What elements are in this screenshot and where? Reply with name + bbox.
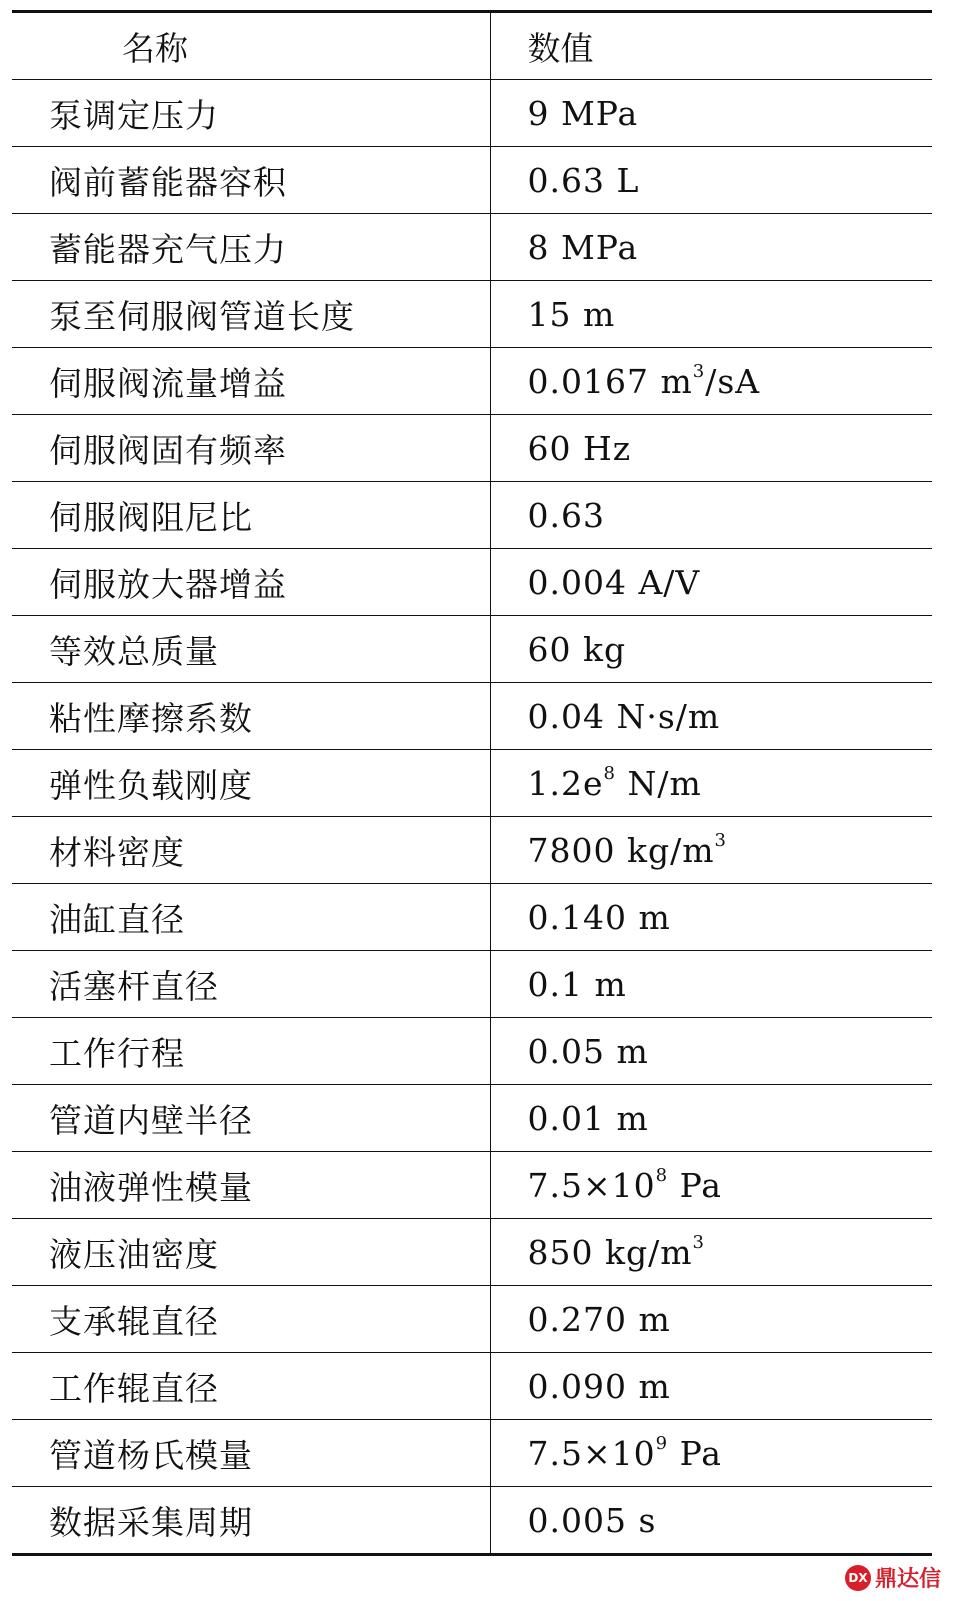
table-row	[12, 1420, 932, 1487]
table-row	[12, 817, 932, 884]
param-name: 工作行程	[49, 1033, 185, 1073]
table-row	[12, 1152, 932, 1219]
value-tail: /sA	[705, 361, 761, 401]
table-row	[12, 549, 932, 616]
param-name: 管道杨氏模量	[49, 1435, 253, 1475]
table-row	[12, 415, 932, 482]
param-value	[490, 817, 932, 884]
param-value: 8 MPa	[490, 214, 932, 281]
param-name: 粘性摩擦系数	[49, 698, 253, 738]
table-row	[12, 1085, 932, 1152]
table-row	[12, 1286, 932, 1353]
value-main: 1.2e	[527, 763, 604, 803]
header-value: 数值	[490, 12, 932, 80]
value-superscript: 8	[603, 762, 616, 784]
table-row	[12, 683, 932, 750]
watermark	[845, 1562, 941, 1593]
param-value: 0.01 m	[490, 1085, 932, 1152]
table-row	[12, 482, 932, 549]
param-value	[490, 750, 932, 817]
table-row	[12, 884, 932, 951]
param-value	[490, 1152, 932, 1219]
table-row	[12, 750, 932, 817]
param-name: 泵至伺服阀管道长度	[49, 296, 355, 336]
param-value: 15 m	[490, 281, 932, 348]
table-row	[12, 1353, 932, 1420]
param-value: 0.004 A/V	[490, 549, 932, 616]
param-name: 等效总质量	[49, 631, 219, 671]
param-value: 0.005 s	[490, 1487, 932, 1555]
table-row	[12, 1219, 932, 1286]
param-value: 0.04 N·s/m	[490, 683, 932, 750]
value-tail: Pa	[668, 1165, 722, 1205]
param-value: 0.63	[490, 482, 932, 549]
param-value: 0.1 m	[490, 951, 932, 1018]
parameter-table	[12, 10, 932, 1556]
param-value: 0.63 L	[490, 147, 932, 214]
param-value: 0.090 m	[490, 1353, 932, 1420]
param-name: 伺服阀阻尼比	[49, 497, 253, 537]
param-value	[490, 348, 932, 415]
param-name: 管道内壁半径	[49, 1100, 253, 1140]
parameter-table-container	[12, 10, 932, 1556]
param-name: 材料密度	[49, 832, 185, 872]
param-name: 支承辊直径	[49, 1301, 219, 1341]
param-value: 0.270 m	[490, 1286, 932, 1353]
param-value: 0.140 m	[490, 884, 932, 951]
value-superscript: 8	[655, 1164, 669, 1186]
param-name: 阀前蓄能器容积	[49, 162, 287, 202]
param-name: 伺服阀流量增益	[49, 363, 287, 403]
param-value	[490, 1219, 932, 1286]
param-name: 液压油密度	[49, 1234, 219, 1274]
param-name: 工作辊直径	[49, 1368, 219, 1408]
param-name: 油液弹性模量	[49, 1167, 253, 1207]
value-main: 7800 kg/m	[527, 830, 715, 870]
value-tail: N/m	[615, 763, 702, 803]
table-row	[12, 1487, 932, 1555]
header-name: 名称	[122, 28, 188, 68]
value-superscript: 9	[655, 1432, 669, 1454]
param-value: 0.05 m	[490, 1018, 932, 1085]
table-row	[12, 616, 932, 683]
table-row	[12, 214, 932, 281]
param-name: 油缸直径	[49, 899, 185, 939]
param-value	[490, 1420, 932, 1487]
value-main: 7.5×10	[527, 1433, 656, 1473]
table-header-row	[12, 12, 932, 80]
table-row	[12, 80, 932, 147]
table-row	[12, 281, 932, 348]
param-name: 泵调定压力	[49, 95, 219, 135]
param-value: 9 MPa	[490, 80, 932, 147]
watermark-logo-icon: DX	[845, 1565, 871, 1591]
value-superscript: 3	[714, 829, 727, 851]
value-main: 7.5×10	[527, 1165, 656, 1205]
value-superscript: 3	[692, 360, 706, 382]
param-value: 60 Hz	[490, 415, 932, 482]
param-name: 蓄能器充气压力	[49, 229, 287, 269]
watermark-text: 鼎达信	[874, 1567, 941, 1592]
value-superscript: 3	[692, 1231, 705, 1253]
param-name: 数据采集周期	[49, 1502, 253, 1542]
table-row	[12, 951, 932, 1018]
param-value: 60 kg	[490, 616, 932, 683]
param-name: 伺服放大器增益	[49, 564, 287, 604]
table-row	[12, 1018, 932, 1085]
table-row	[12, 147, 932, 214]
param-name: 弹性负载刚度	[49, 765, 253, 805]
table-row	[12, 348, 932, 415]
param-name: 活塞杆直径	[49, 966, 219, 1006]
value-tail: Pa	[668, 1433, 722, 1473]
value-main: 850 kg/m	[527, 1232, 693, 1272]
value-main: 0.0167 m	[527, 361, 693, 401]
param-name: 伺服阀固有频率	[49, 430, 287, 470]
